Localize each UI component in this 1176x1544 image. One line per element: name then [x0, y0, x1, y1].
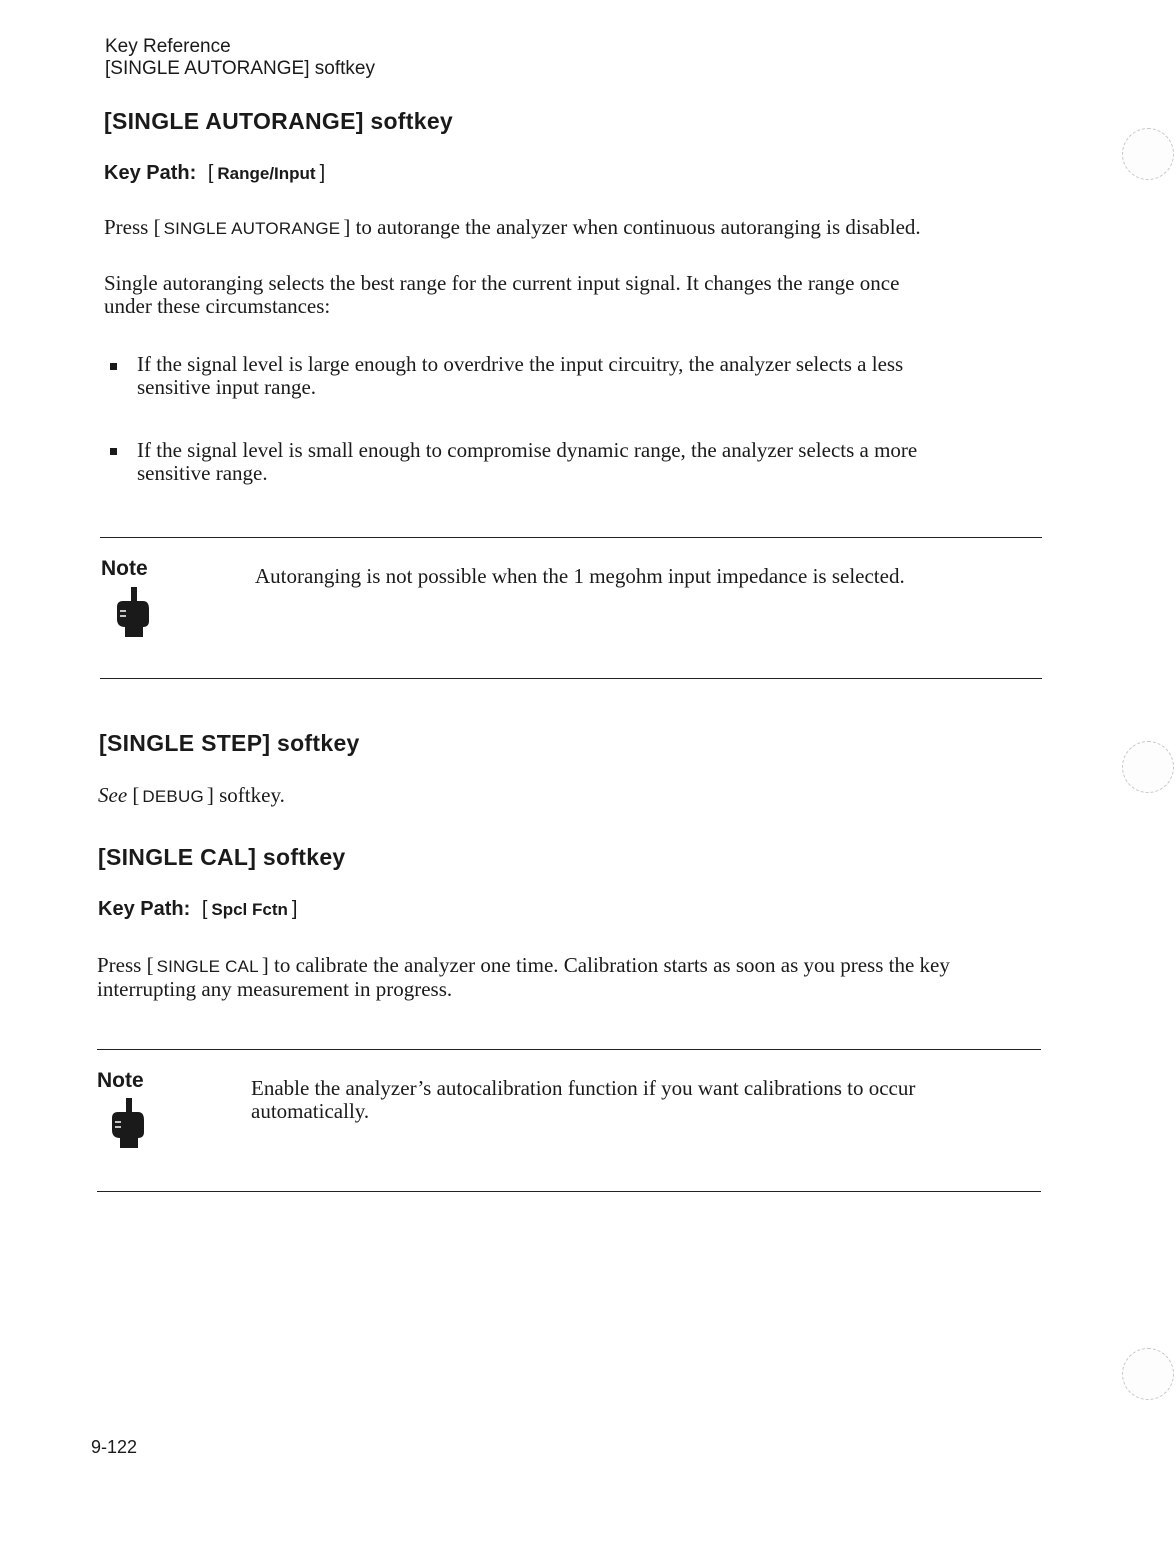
- softkey-single-cal: SINGLE CAL: [156, 957, 259, 976]
- key-path-label: Key Path:: [104, 162, 197, 184]
- note-label: Note: [97, 1069, 144, 1092]
- section-heading-single-step: [SINGLE STEP] softkey: [99, 730, 360, 756]
- pointing-hand-icon: [108, 1096, 148, 1151]
- key-path-value: Range/Input: [217, 164, 316, 183]
- note-top-rule: [97, 1049, 1041, 1050]
- note-text: Autoranging is not possible when the 1 megohm input impedance is selected.: [255, 564, 905, 588]
- cal-description: Press [ SINGLE CAL ] to calibrate the analyzer one time. Calibration starts as soon as you press the key interrupting any measurement in progress.: [97, 953, 950, 1001]
- section-heading-single-cal: [SINGLE CAL] softkey: [98, 844, 346, 870]
- single-step-see-also: See [ DEBUG ] softkey.: [98, 783, 285, 807]
- autorange-description: Single autoranging selects the best range for the current input signal. It changes the range once under these circumstances:: [104, 271, 900, 318]
- page-number: 9-122: [91, 1437, 138, 1457]
- softkey-single-autorange: SINGLE AUTORANGE: [163, 219, 341, 238]
- note-bottom-rule: [97, 1191, 1041, 1192]
- section-heading-single-autorange: [SINGLE AUTORANGE] softkey: [104, 108, 454, 134]
- note-text: Enable the analyzer’s autocalibration function if you want calibrations to occur automatically.: [251, 1076, 916, 1123]
- key-path-value: Spcl Fctn: [211, 900, 288, 919]
- note-top-rule: [100, 537, 1042, 538]
- key-path-label: Key Path:: [98, 898, 191, 920]
- softkey-debug: DEBUG: [142, 787, 204, 806]
- bullet-icon: [110, 363, 117, 370]
- pointing-hand-icon: [113, 585, 153, 640]
- note-bottom-rule: [100, 678, 1042, 679]
- bullet-item: If the signal level is large enough to overdrive the input circuitry, the analyzer selects a less sensitive input range.: [137, 352, 904, 399]
- cal-key-path: Key Path: [ Spcl Fctn ]: [98, 898, 298, 920]
- note-label: Note: [101, 557, 148, 580]
- autorange-key-path: Key Path: [ Range/Input ]: [104, 162, 326, 184]
- running-head: [105, 36, 375, 80]
- binder-hole-bottom: [1122, 1348, 1174, 1400]
- bullet-item: If the signal level is small enough to compromise dynamic range, the analyzer selects a more sensitive range.: [137, 438, 918, 485]
- running-head-subsection: [SINGLE AUTORANGE] softkey: [105, 58, 375, 79]
- autorange-intro: Press [ SINGLE AUTORANGE ] to autorange the analyzer when continuous autoranging is disabled.: [104, 215, 921, 239]
- running-head-section: Key Reference: [105, 36, 231, 57]
- bullet-icon: [110, 448, 117, 455]
- binder-hole-top: [1122, 128, 1174, 180]
- binder-hole-middle: [1122, 741, 1174, 793]
